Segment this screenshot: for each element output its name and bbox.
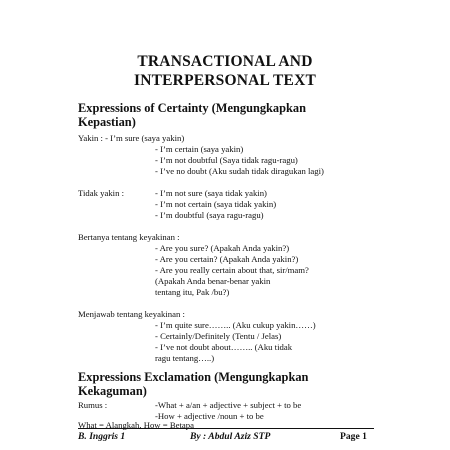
bertanya-item: - Are you certain? (Apakah Anda yakin?) xyxy=(155,254,299,264)
tidak-yakin-item: - I’m doubtful (saya ragu-ragu) xyxy=(155,210,264,220)
rumus-meaning: What = Alangkah, How = Betapa xyxy=(78,420,194,430)
menjawab-item: - I’ve not doubt about…….. (Aku tidak xyxy=(155,342,293,352)
bertanya-label: Bertanya tentang keyakinan : xyxy=(78,232,180,242)
footer-subject: B. Inggris 1 xyxy=(78,431,126,442)
yakin-item: - I’m certain (saya yakin) xyxy=(155,144,244,154)
footer-page-number: Page 1 xyxy=(340,431,367,442)
menjawab-item: - Certainly/Definitely (Tentu / Jelas) xyxy=(155,331,282,341)
section-heading-exclamation-cont: Kekaguman) xyxy=(78,384,147,398)
section-heading-certainty-cont: Kepastian) xyxy=(78,115,136,129)
bertanya-item: - Are you sure? (Apakah Anda yakin?) xyxy=(155,243,290,253)
menjawab-label: Menjawab tentang keyakinan : xyxy=(78,309,185,319)
bertanya-item: - Are you really certain about that, sir/mam? xyxy=(155,265,309,275)
page-title-line-2: INTERPERSONAL TEXT xyxy=(133,72,317,89)
footer-divider xyxy=(78,428,374,429)
yakin-item: - I’ve no doubt (Aku sudah tidak diragukan lagi) xyxy=(155,166,324,176)
rumus-formula: -How + adjective /noun + to be xyxy=(155,411,264,421)
tidak-yakin-item: - I’m not certain (saya tidak yakin) xyxy=(155,199,277,209)
section-heading-certainty: Expressions of Certainty (Mengungkapkan xyxy=(78,101,306,115)
page-title-line-1: TRANSACTIONAL AND xyxy=(137,53,313,70)
tidak-yakin-item: - I’m not sure (saya tidak yakin) xyxy=(155,188,267,198)
bertanya-item: tentang itu, Pak /bu?) xyxy=(155,287,230,297)
menjawab-item: ragu tentang…..) xyxy=(155,353,215,363)
footer-author: By : Abdul Aziz STP xyxy=(190,431,271,442)
tidak-yakin-label: Tidak yakin : xyxy=(78,188,125,198)
rumus-label: Rumus : xyxy=(78,400,108,410)
section-heading-exclamation: Expressions Exclamation (Mengungkapkan xyxy=(78,370,309,384)
bertanya-item: (Apakah Anda benar-benar yakin xyxy=(155,276,271,286)
rumus-formula: -What + a/an + adjective + subject + to be xyxy=(155,400,302,410)
yakin-label: Yakin : - I’m sure (saya yakin) xyxy=(78,133,185,143)
yakin-item: - I’m not doubtful (Saya tidak ragu-ragu) xyxy=(155,155,298,165)
menjawab-item: - I’m quite sure…….. (Aku cukup yakin……) xyxy=(155,320,316,330)
